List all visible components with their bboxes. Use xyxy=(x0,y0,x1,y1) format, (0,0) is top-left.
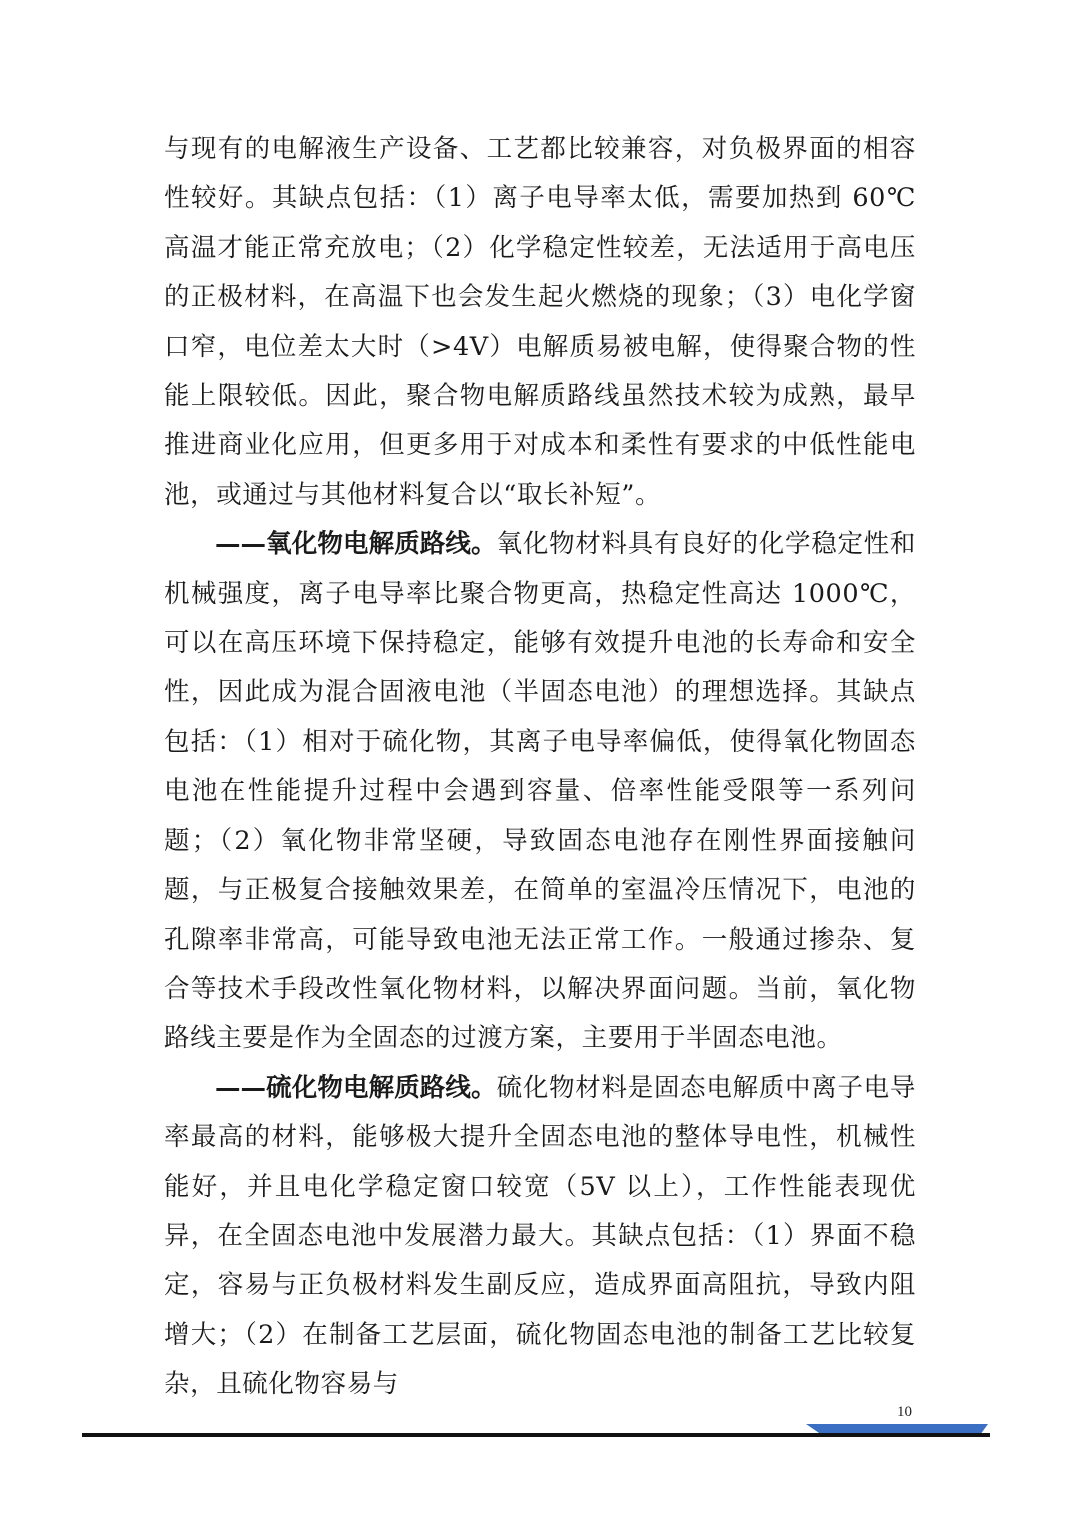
paragraph-oxide-route xyxy=(164,520,916,1063)
body-text xyxy=(164,125,916,1410)
section-heading-oxide: ——氧化物电解质路线。 xyxy=(215,529,497,560)
footer-rule xyxy=(82,1433,990,1437)
paragraph-text: 硫化物材料是固态电解质中离子电导率最高的材料，能够极大提升全固态电池的整体导电性，机械性能好，并且电化学稳定窗口较宽（5V 以上），工作性能表现优异，在全固态电池中发展潜力最大。其缺点包括：（1）界面不稳定，容易与正负极材料发生副反应，造成界面高阻抗，导致内阻增大；（2）在制备工艺层面，硫化物固态电池的制备工艺比较复杂，且硫化物容易与 xyxy=(164,1072,916,1400)
paragraph-text: 氧化物材料具有良好的化学稳定性和机械强度，离子电导率比聚合物更高，热稳定性高达 1000℃，可以在高压环境下保持稳定，能够有效提升电池的长寿命和安全性，因此成为混合固液电池（半固态电池）的理想选择。其缺点包括：（1）相对于硫化物，其离子电导率偏低，使得氧化物固态电池在性能提升过程中会遇到容量、倍率性能受限等一系列问题；（2）氧化物非常坚硬，导致固态电池存在刚性界面接触问题，与正极复合接触效果差，在简单的室温冷压情况下，电池的孔隙率非常高，可能导致电池无法正常工作。一般通过掺杂、复合等技术手段改性氧化物材料，以解决界面问题。当前，氧化物路线主要是作为全固态的过渡方案，主要用于半固态电池。 xyxy=(164,529,916,1054)
paragraph-text: 与现有的电解液生产设备、工艺都比较兼容，对负极界面的相容性较好。其缺点包括：（1）离子电导率太低，需要加热到 60℃高温才能正常充放电；（2）化学稳定性较差，无法适用于高电压的正极材料，在高温下也会发生起火燃烧的现象；（3）电化学窗口窄，电位差太大时（>4V）电解质易被电解，使得聚合物的性能上限较低。因此，聚合物电解质路线虽然技术较为成熟，最早推进商业化应用，但更多用于对成本和柔性有要求的中低性能电池，或通过与其他材料复合以“取长补短”。 xyxy=(164,134,916,510)
page-number: 10 xyxy=(897,1404,912,1420)
section-heading-sulfide: ——硫化物电解质路线。 xyxy=(215,1072,497,1103)
paragraph-sulfide-route xyxy=(164,1064,916,1410)
paragraph-polymer-continued xyxy=(164,125,916,520)
